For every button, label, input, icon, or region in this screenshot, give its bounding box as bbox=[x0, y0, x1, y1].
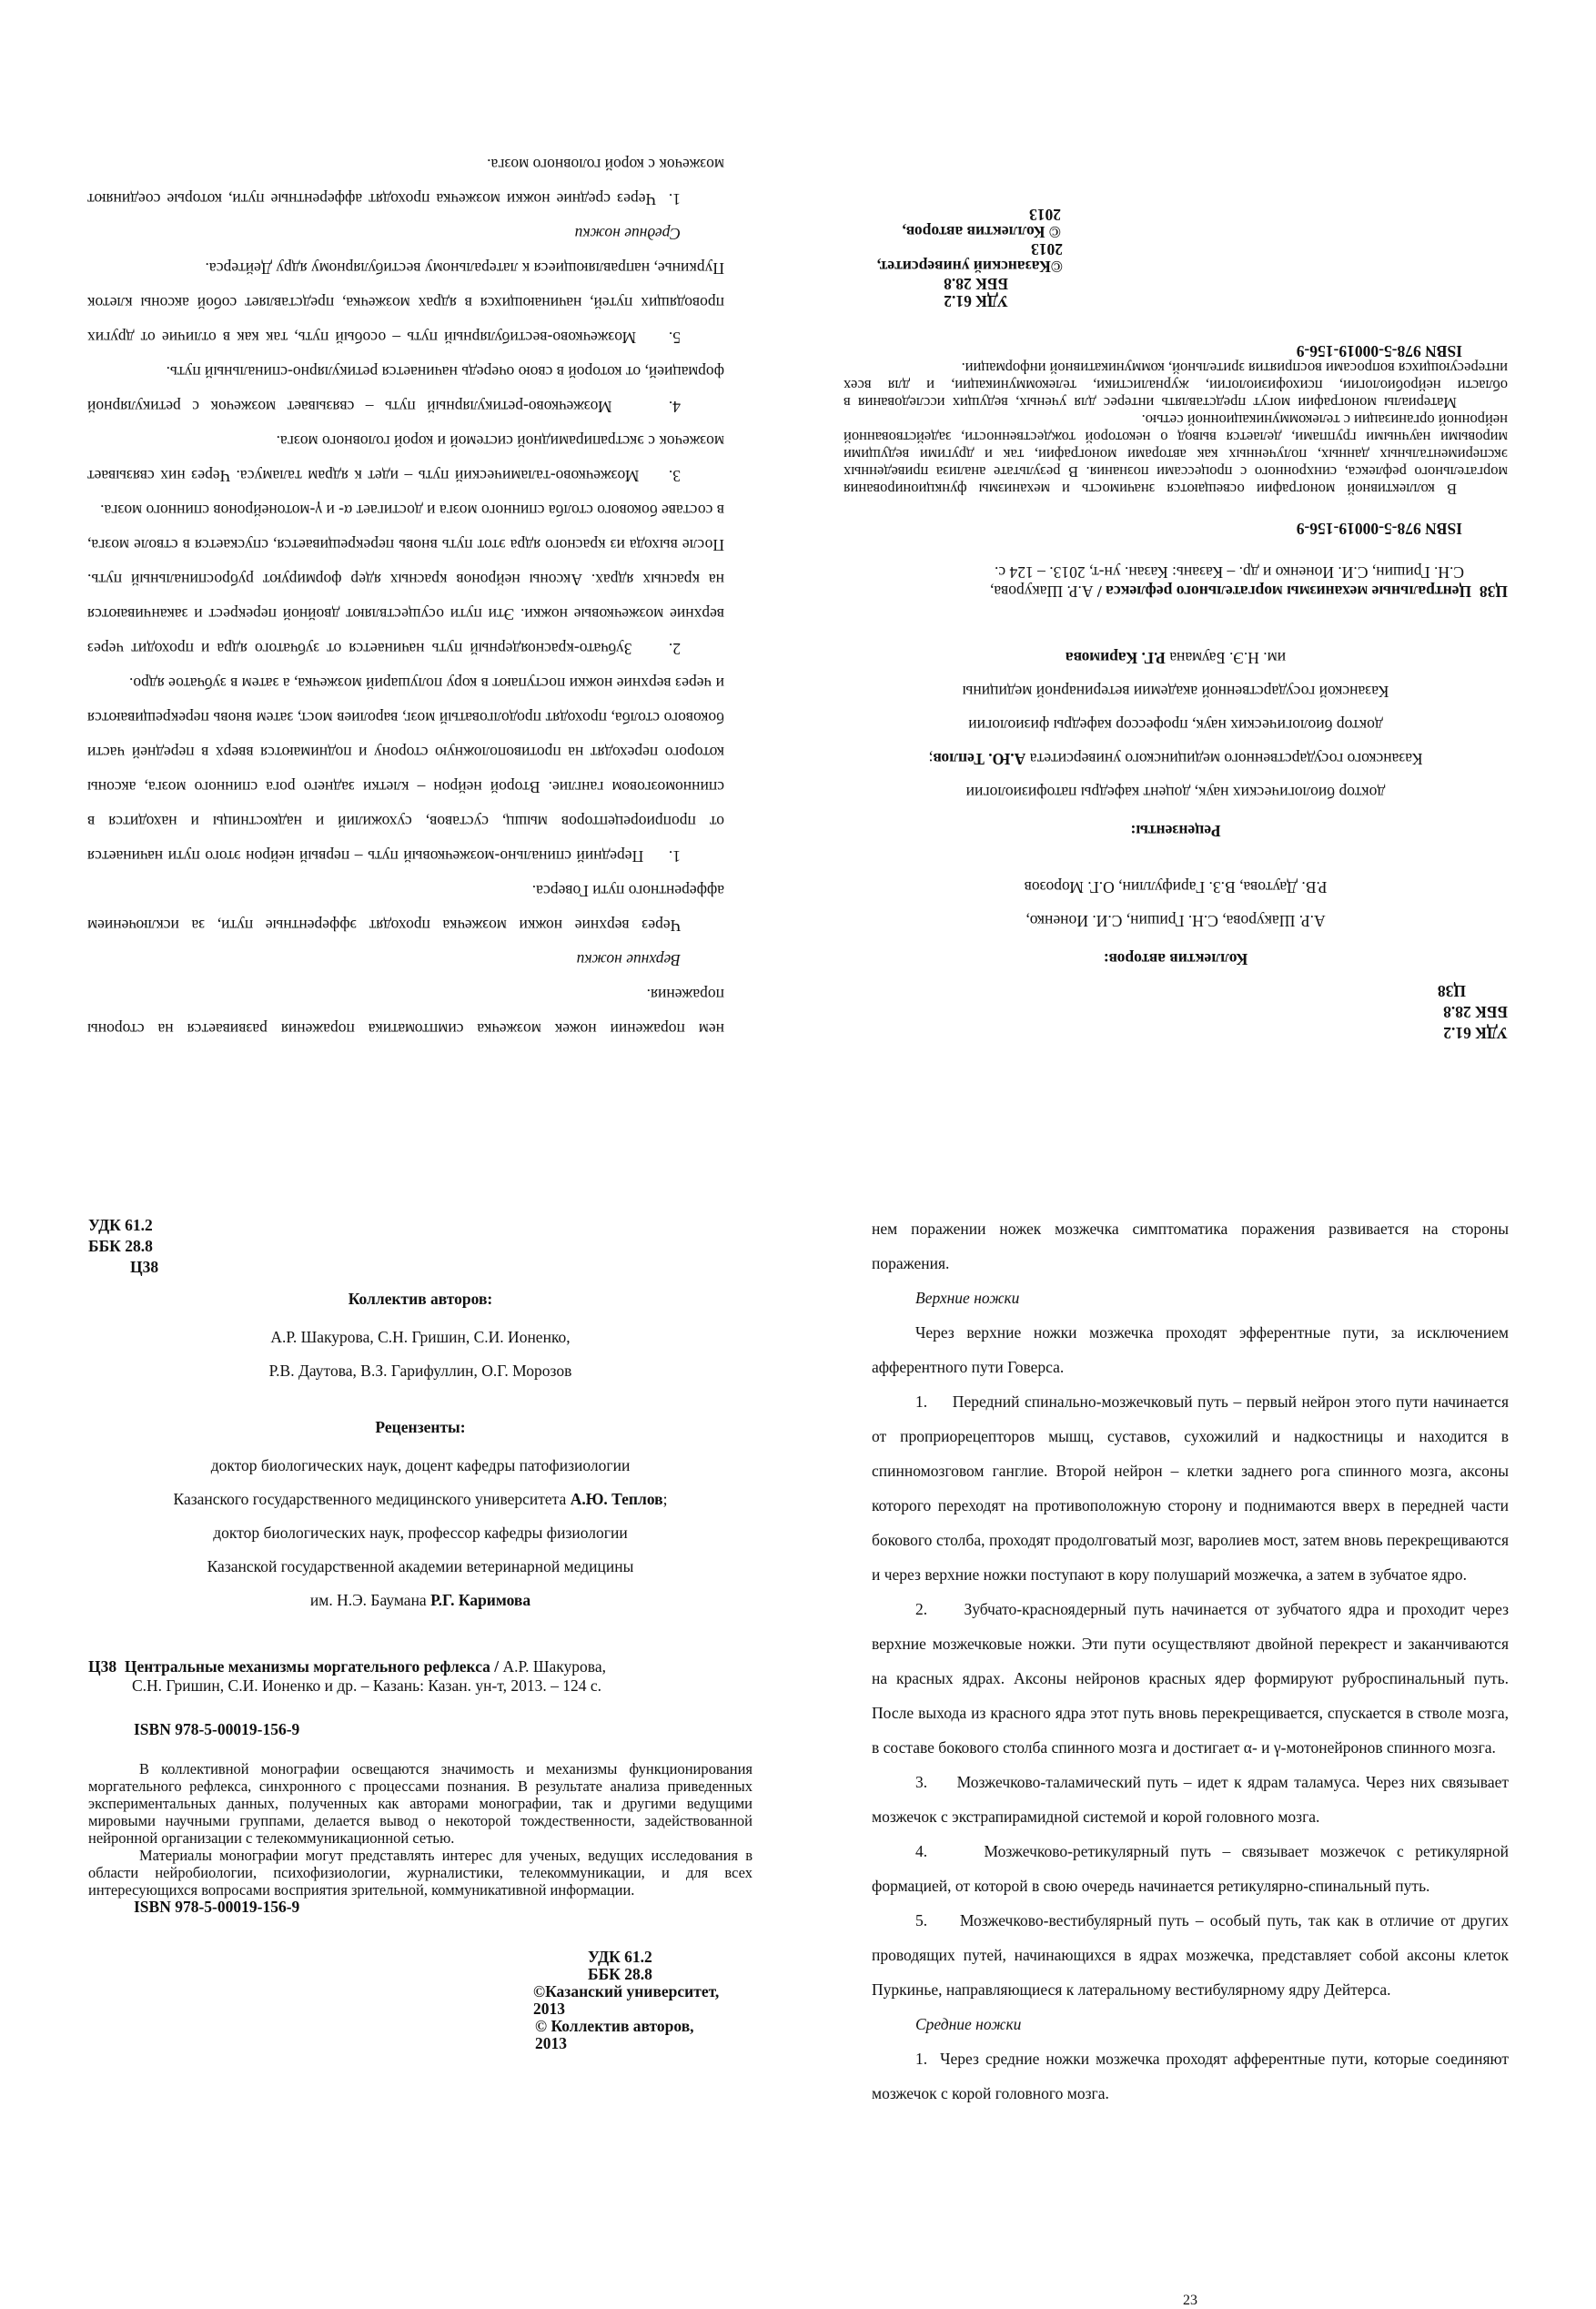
reviewer-line: Казанской государственной академии ветеринарной медицины bbox=[962, 683, 1389, 701]
authors-heading: Коллектив авторов: bbox=[348, 1290, 493, 1308]
body-paragraph: 3. Мозжечково-таламический путь – идет к ядрам таламуса. Через них связывает мозжечок с экстрапирамидной системой и корой головного мозга. bbox=[87, 432, 724, 485]
code-line: Ц38 bbox=[1437, 982, 1466, 1000]
catalog-title: Центральные механизмы моргательного рефлекса / bbox=[124, 1657, 500, 1676]
udc-block bbox=[88, 1215, 753, 1278]
reviewer-name: Р.Г. Каримова bbox=[1065, 649, 1166, 667]
reviewer-line: им. Н.Э. Баумана Р.Г. Каримова bbox=[1065, 649, 1287, 667]
copyright-line: © Коллектив авторов, 2013 bbox=[902, 206, 1061, 241]
body-paragraph: 4. Мозжечково-ретикулярный путь – связывает мозжечок с ретикулярной формацией, от которой в свою очередь начинается ретикулярно-спинальный путь. bbox=[87, 363, 724, 416]
udc-line: УДК 61.2 bbox=[588, 1948, 652, 1966]
authors-heading: Коллектив авторов: bbox=[1103, 950, 1248, 968]
title-page-lower bbox=[88, 1216, 753, 2052]
annotation-paragraph: Материалы монографии могут представлять интерес для ученых, ведущих исследования в области нейробиологии, психофизиологии, журналистики, телекоммуникации, и для всех интересующихся вопросами восприятия зрительной, коммуникативной информации. bbox=[843, 360, 1508, 411]
code-line: Ц38 bbox=[130, 1258, 159, 1276]
body-paragraph: 1. Через средние ножки мозжечка проходят афферентные пути, которые соединяют мозжечок с корой головного мозга. bbox=[872, 2050, 1509, 2102]
body-paragraph: 3. Мозжечково-таламический путь – идет к ядрам таламуса. Через них связывает мозжечок с экстрапирамидной системой и корой головного мозга. bbox=[872, 1773, 1509, 1826]
body-paragraph: 1. Передний спинально-мозжечковый путь – первый нейрон этого пути начинается от проприорецепторов мышц, суставов, сухожилий и надкостницы и находится в спинномозговом ганглие. Второй нейрон – клетки заднего рога спинного мозга, аксоны которого переходят на противоположную сторону и поднимаются вверх в передней части бокового столба, проходят продолговатый мозг, варолиев мост, затем вновь перекрещиваются и через верхние ножки поступают в кору полушарий мозжечка, а затем в зубчатое ядро. bbox=[872, 1392, 1509, 1584]
reviewer-name: А.Ю. Теплов bbox=[570, 1490, 663, 1508]
reviewers-heading: Рецензенты: bbox=[375, 1418, 466, 1436]
section-heading: Верхние ножки bbox=[576, 951, 681, 969]
isbn: ISBN 978-5-00019-156-9 bbox=[134, 1898, 300, 1916]
isbn: ISBN 978-5-00019-156-9 bbox=[1296, 342, 1462, 360]
reviewer-line: доктор биологических наук, профессор кафедры физиологии bbox=[968, 716, 1383, 734]
catalog-imprint: С.Н. Гришин, С.И. Ионенко и др. – Казань: Казан. ун-т, 2013. – 124 с. bbox=[132, 1676, 601, 1695]
copyright-block bbox=[428, 1949, 728, 2052]
catalog-imprint: С.Н. Гришин, С.И. Ионенко и др. – Казань: Казан. ун-т, 2013. – 124 с. bbox=[995, 563, 1464, 582]
body-paragraph: Через верхние ножки мозжечка проходят эфферентные пути, за исключением афферентного пути Говерса. bbox=[872, 1323, 1509, 1376]
annotation-paragraph: Материалы монографии могут представлять интерес для ученых, ведущих исследования в области нейробиологии, психофизиологии, журналистики, телекоммуникации, и для всех интересующихся вопросами восприятия зрительной, коммуникативной информации. bbox=[88, 1847, 753, 1899]
body-paragraph: нем поражении ножек мозжечка симптоматика поражения развивается на стороны поражения. bbox=[872, 1220, 1509, 1272]
reviewer-line: Казанского государственного медицинского университета А.Ю. Теплов; bbox=[928, 750, 1423, 768]
body-paragraph: 2. Зубчато-красноядерный путь начинается от зубчатого ядра и проходит через верхние мозжечковые ножки. Эти пути осуществляют двойной перекрест и заканчиваются на красных ядрах. Аксоны нейронов красных ядер формируют руброспинальный путь. После выхода из красного ядра этот путь вновь перекрещивается, спускается в стволе мозга, в составе бокового столба спинного мозга и достигает α- и γ-мотонейронов спинного мозга. bbox=[872, 1600, 1509, 1757]
body-paragraph: 5. Мозжечково-вестибулярный путь – особый путь, так как в отличие от других проводящих путей, начинающихся в ядрах мозжечка, представляет собой аксоны клеток Пуркинье, направляющиеся к латеральному вестибулярному ядру Дейтерса. bbox=[87, 259, 724, 347]
catalog-title: Центральные механизмы моргательного рефлекса / bbox=[1096, 582, 1472, 601]
bbk-line: ББК 28.8 bbox=[588, 1965, 652, 1983]
upper-spread-rotated bbox=[0, 0, 1596, 1129]
body-paragraph: нем поражении ножек мозжечка симптоматика поражения развивается на стороны поражения. bbox=[87, 986, 724, 1038]
bbk-line: ББК 28.8 bbox=[944, 275, 1008, 293]
section-heading: Средние ножки bbox=[915, 2015, 1022, 2033]
body-text bbox=[872, 1211, 1509, 2111]
body-paragraph: 1. Через средние ножки мозжечка проходят афферентные пути, которые соединяют мозжечок с корой головного мозга. bbox=[87, 156, 724, 208]
lower-spread bbox=[0, 1129, 1596, 2308]
reviewer-line: Казанского государственного медицинского университета А.Ю. Теплов; bbox=[173, 1490, 668, 1508]
reviewers-list bbox=[88, 1449, 753, 1617]
authors-line: Р.В. Даутова, В.З. Гарифуллин, О.Г. Морозов bbox=[268, 1362, 572, 1380]
title-page-upper bbox=[843, 206, 1508, 1042]
reviewer-line: Казанской государственной академии ветеринарной медицины bbox=[207, 1557, 634, 1575]
body-paragraph: 5. Мозжечково-вестибулярный путь – особый путь, так как в отличие от других проводящих путей, начинающихся в ядрах мозжечка, представляет собой аксоны клеток Пуркинье, направляющиеся к латеральному вестибулярному ядру Дейтерса. bbox=[872, 1911, 1509, 1999]
body-text bbox=[87, 147, 724, 1047]
body-paragraph: Через верхние ножки мозжечка проходят эфферентные пути, за исключением афферентного пути Говерса. bbox=[87, 882, 724, 935]
copyright-line: ©Казанский университет, 2013 bbox=[876, 240, 1063, 276]
authors-line: Р.В. Даутова, В.З. Гарифуллин, О.Г. Морозов bbox=[1024, 878, 1328, 896]
udc-block bbox=[843, 980, 1508, 1043]
copyright-line: ©Казанский университет, 2013 bbox=[533, 1982, 720, 2018]
reviewers-list bbox=[843, 641, 1508, 809]
reviewer-name: Р.Г. Каримова bbox=[430, 1591, 531, 1609]
catalog-entry: Ц38 Центральные механизмы моргательного рефлекса / А.Р. Шакурова, С.Н. Гришин, С.И. Ионенко и др. – Казань: Казан. ун-т, 2013. – 124 с. bbox=[843, 562, 1508, 601]
copyright-block bbox=[868, 206, 1168, 309]
authors-line: А.Р. Шакурова, С.Н. Гришин, С.И. Ионенко, bbox=[1025, 912, 1326, 930]
section-heading: Средние ножки bbox=[574, 225, 681, 243]
catalog-code: Ц38 bbox=[88, 1657, 117, 1676]
section-heading: Верхние ножки bbox=[915, 1289, 1020, 1307]
reviewer-line: доктор биологических наук, доцент кафедры патофизиологии bbox=[965, 784, 1386, 802]
page-number: 23 bbox=[1183, 2293, 1197, 2308]
copyright-line: © Коллектив авторов, 2013 bbox=[535, 2017, 694, 2052]
catalog-code: Ц38 bbox=[1479, 582, 1508, 601]
reviewer-name: А.Ю. Теплов bbox=[933, 750, 1026, 768]
authors-list bbox=[843, 870, 1508, 937]
bbk-line: ББК 28.8 bbox=[1443, 1003, 1508, 1021]
reviewers-heading: Рецензенты: bbox=[1130, 822, 1221, 840]
bbk-line: ББК 28.8 bbox=[88, 1237, 153, 1255]
isbn: ISBN 978-5-00019-156-9 bbox=[134, 1720, 300, 1738]
text-page-lower bbox=[872, 1220, 1509, 2308]
body-paragraph: 1. Передний спинально-мозжечковый путь – первый нейрон этого пути начинается от проприорецепторов мышц, суставов, сухожилий и надкостницы и находится в спинномозговом ганглие. Второй нейрон – клетки заднего рога спинного мозга, аксоны которого переходят на противоположную сторону и поднимаются вверх в передней части бокового столба, проходят продолговатый мозг, варолиев мост, затем вновь перекрещиваются и через верхние ножки поступают в кору полушарий мозжечка, а затем в зубчатое ядро. bbox=[87, 674, 724, 866]
reviewer-line: доктор биологических наук, доцент кафедры патофизиологии bbox=[210, 1456, 631, 1474]
reviewer-line: им. Н.Э. Баумана Р.Г. Каримова bbox=[309, 1591, 531, 1609]
annotation-paragraph: В коллективной монографии освещаются значимость и механизмы функционирования моргательного рефлекса, синхронного с процессами познания. В результате анализа приведенных экспериментальных данных, полученных как авторами монографии, так и другими ведущими мировыми научными группами, делается вывод о некоторой тождественности, задействованной нейронной организации с телекоммуникационной сетью. bbox=[843, 411, 1508, 498]
udc-line: УДК 61.2 bbox=[1443, 1024, 1508, 1042]
udc-line: УДК 61.2 bbox=[88, 1216, 153, 1234]
annotation-paragraph: В коллективной монографии освещаются значимость и механизмы функционирования моргательного рефлекса, синхронного с процессами познания. В результате анализа приведенных экспериментальных данных, полученных как авторами монографии, так и другими ведущими мировыми научными группами, делается вывод о некоторой тождественности, задействованной нейронной организации с телекоммуникационной сетью. bbox=[88, 1760, 753, 1847]
authors-list bbox=[88, 1321, 753, 1388]
isbn: ISBN 978-5-00019-156-9 bbox=[1296, 520, 1462, 538]
reviewer-line: доктор биологических наук, профессор кафедры физиологии bbox=[213, 1524, 628, 1542]
udc-line: УДК 61.2 bbox=[944, 292, 1008, 310]
text-page-upper bbox=[87, 147, 724, 1038]
body-paragraph: 4. Мозжечково-ретикулярный путь – связывает мозжечок с ретикулярной формацией, от которой в свою очередь начинается ретикулярно-спинальный путь. bbox=[872, 1842, 1509, 1895]
catalog-entry: Ц38 Центральные механизмы моргательного рефлекса / А.Р. Шакурова, С.Н. Гришин, С.И. Ионенко и др. – Казань: Казан. ун-т, 2013. – 124 с. bbox=[88, 1657, 753, 1696]
body-paragraph: 2. Зубчато-красноядерный путь начинается от зубчатого ядра и проходит через верхние мозжечковые ножки. Эти пути осуществляют двойной перекрест и заканчиваются на красных ядрах. Аксоны нейронов красных ядер формируют руброспинальный путь. После выхода из красного ядра этот путь вновь перекрещивается, спускается в стволе мозга, в составе бокового столба спинного мозга и достигает α- и γ-мотонейронов спинного мозга. bbox=[87, 501, 724, 658]
authors-line: А.Р. Шакурова, С.Н. Гришин, С.И. Ионенко, bbox=[270, 1328, 571, 1346]
